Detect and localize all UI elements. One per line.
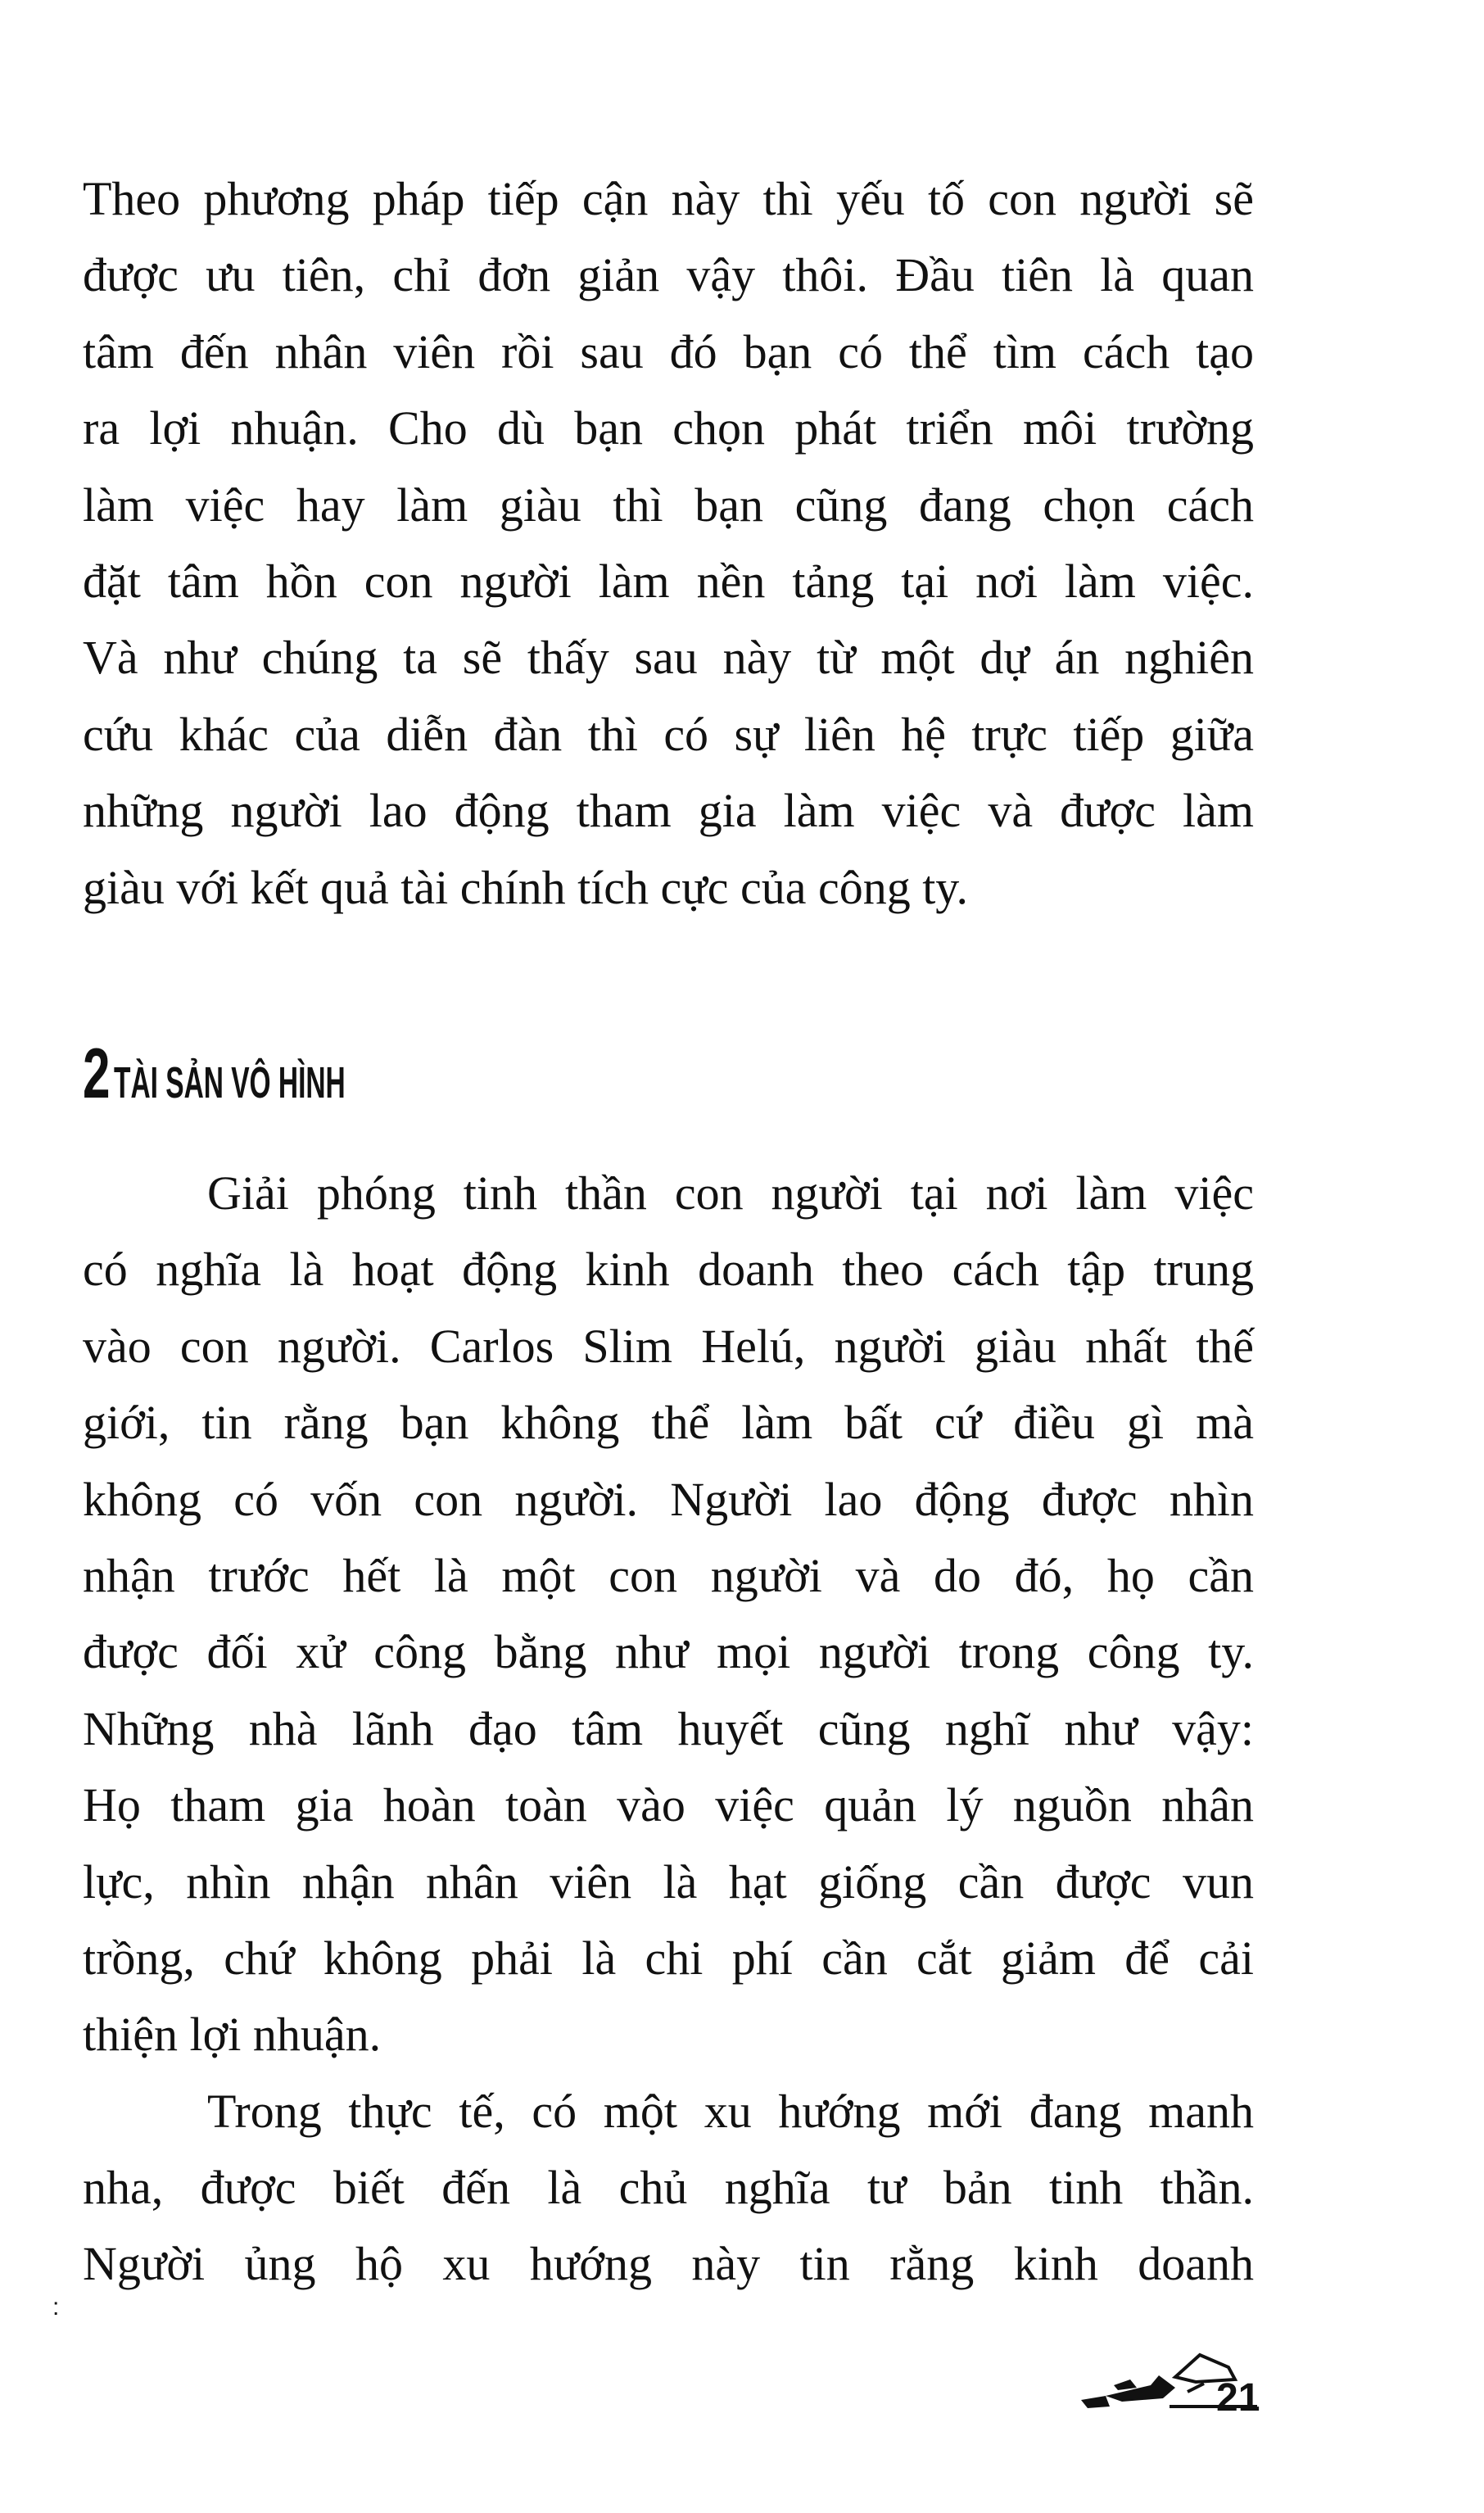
text-line: không có vốn con người. Người lao động được nhìn — [83, 1472, 1254, 1526]
text-line: được đối xử công bằng như mọi người trong công ty. — [83, 1625, 1254, 1679]
section-title: TÀI SẢN VÔ HÌNH — [114, 1058, 346, 1107]
text-line: Theo phương pháp tiếp cận này thì yếu tố con người sẽ — [83, 172, 1254, 225]
text-line: nhận trước hết là một con người và do đó, họ cần — [83, 1548, 1254, 1602]
text-line: có nghĩa là hoạt động kinh doanh theo cách tập trung — [83, 1243, 1254, 1297]
text-line: Giải phóng tinh thần con người tại nơi làm việc — [207, 1166, 1254, 1220]
text-line: làm việc hay làm giàu thì bạn cũng đang chọn cách — [83, 478, 1254, 532]
text-line: Và như chúng ta sẽ thấy sau này từ một dự án nghiên — [83, 631, 1254, 685]
text-line: cứu khác của diễn đàn thì có sự liên hệ trực tiếp giữa — [83, 707, 1254, 761]
paragraph-1 — [83, 161, 1254, 926]
text-line: Trong thực tế, có một xu hướng mới đang manh — [207, 2084, 1254, 2138]
text-line: đặt tâm hồn con người làm nền tảng tại nơi làm việc. — [83, 554, 1254, 608]
text-line: được ưu tiên, chỉ đơn giản vậy thôi. Đầu tiên là quan — [83, 248, 1254, 302]
text-line: Họ tham gia hoàn toàn vào việc quản lý nguồn nhân — [83, 1778, 1254, 1832]
text-line: trồng, chứ không phải là chi phí cần cắt giảm để cải — [83, 1931, 1254, 1985]
text-line: những người lao động tham gia làm việc và được làm — [83, 784, 1254, 838]
page-number: 21 — [1216, 2376, 1260, 2420]
section-heading — [83, 1034, 487, 1115]
text-line: giàu với kết quả tài chính tích cực của công ty. — [83, 860, 969, 914]
text-line: giới, tin rằng bạn không thể làm bất cứ điều gì mà — [83, 1396, 1254, 1450]
scan-mark: : — [52, 2293, 60, 2321]
text-line: nha, được biết đến là chủ nghĩa tư bản tinh thần. — [83, 2161, 1254, 2215]
text-line: Những nhà lãnh đạo tâm huyết cũng nghĩ như vậy: — [83, 1701, 1254, 1755]
paragraph-2 — [83, 1155, 1254, 2302]
text-line: lực, nhìn nhận nhân viên là hạt giống cần được vun — [83, 1854, 1254, 1909]
text-line: vào con người. Carlos Slim Helú, người giàu nhất thế — [83, 1319, 1254, 1373]
text-line: thiện lợi nhuận. — [83, 2008, 382, 2062]
text-line: tâm đến nhân viên rồi sau đó bạn có thể tìm cách tạo — [83, 324, 1254, 378]
text-line: Người ủng hộ xu hướng này tin rằng kinh doanh — [83, 2237, 1254, 2291]
section-number: 2 — [83, 1035, 111, 1113]
text-line: ra lợi nhuận. Cho dù bạn chọn phát triển môi trường — [83, 401, 1254, 455]
